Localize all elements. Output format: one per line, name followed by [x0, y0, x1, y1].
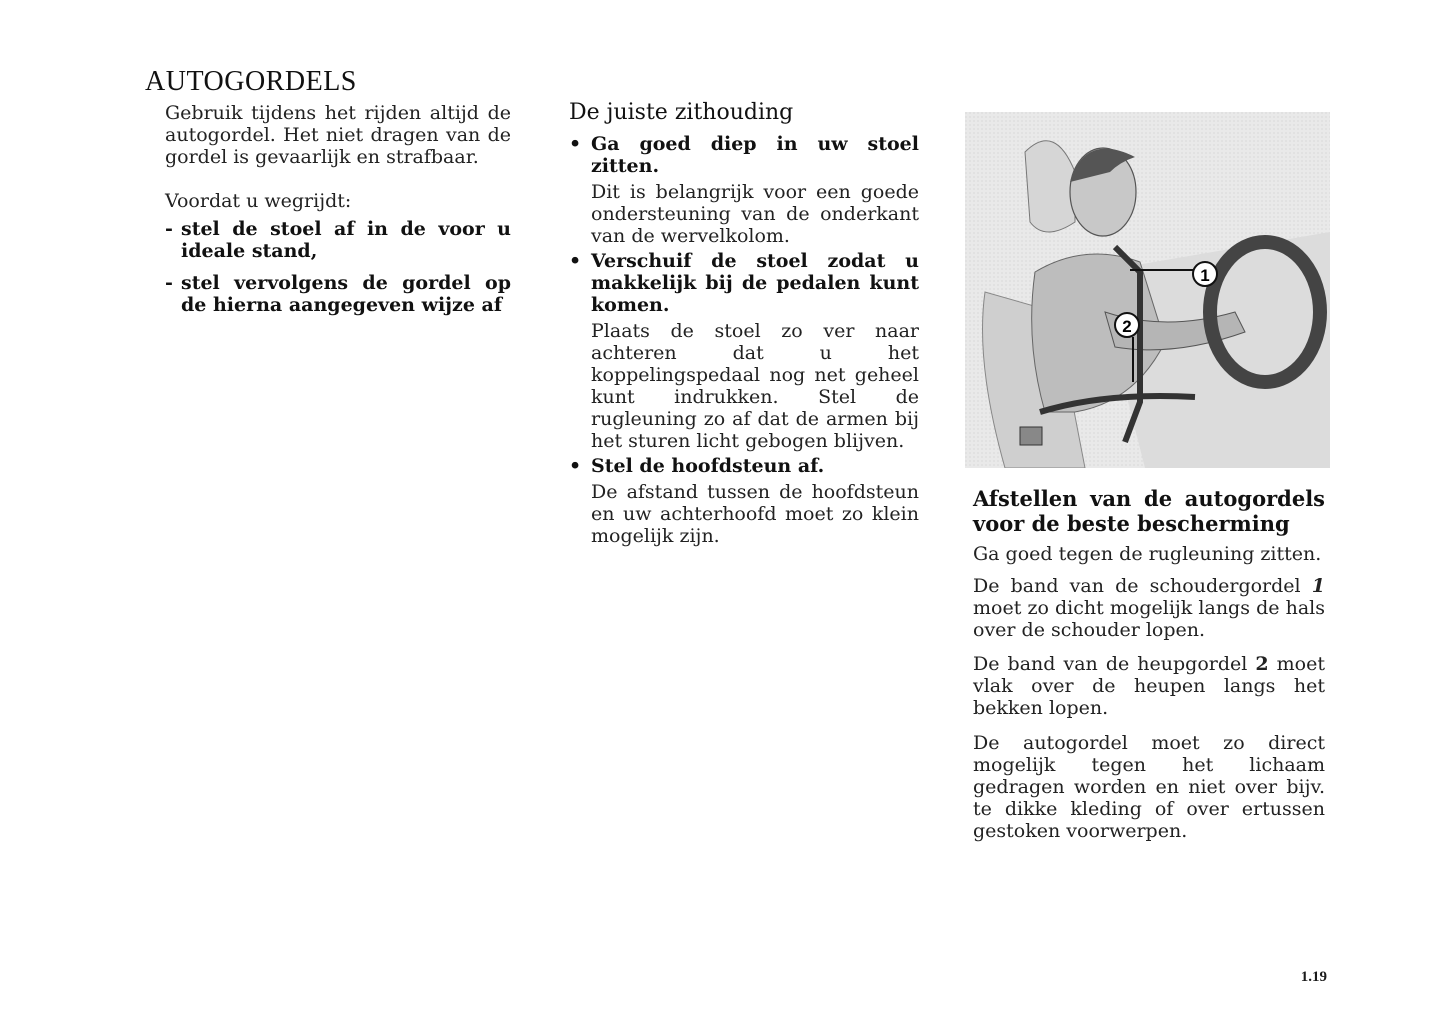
- bullet-block-1: [569, 133, 919, 247]
- bullet-title: • Verschuif de stoel zodat u makkelijk bij de pedalen kunt komen.: [569, 250, 919, 316]
- section-heading-afstellen: Afstellen van de autogordels voor de beste bescherming: [973, 486, 1325, 536]
- right-paragraph-2: De band van de schoudergordel 1 moet zo dicht mogelijk langs de hals over de schouder lopen.: [973, 575, 1325, 641]
- bullet-title: • Ga goed diep in uw stoel zitten.: [569, 133, 919, 177]
- callout-label-1: 1: [1200, 266, 1210, 285]
- before-heading: Voordat u wegrijdt:: [165, 190, 352, 212]
- bullet-title: • Stel de hoofdsteun af.: [569, 455, 825, 477]
- bullet-text: Dit is belangrijk voor een goede ondersteuning van de onderkant van de wervelkolom.: [591, 181, 919, 247]
- list-item: - stel vervolgens de gordel op de hierna aangegeven wijze af: [165, 272, 511, 316]
- right-paragraph-1: Ga goed tegen de rugleuning zitten.: [973, 543, 1322, 565]
- callout-label-2: 2: [1122, 317, 1132, 336]
- bullet-text: Plaats de stoel zo ver naar achteren dat u het koppelingspedaal nog net geheel kunt indrukken. Stel de rugleuning zo af dat de armen bij het sturen licht gebogen blijven.: [591, 320, 919, 452]
- belt-buckle: [1020, 427, 1042, 445]
- seatbelt-illustration: [965, 112, 1330, 468]
- intro-paragraph: Gebruik tijdens het rijden altijd de autogordel. Het niet dragen van de gordel is gevaarlijk en strafbaar.: [165, 102, 511, 168]
- right-paragraph-3: De band van de heupgordel 2 moet vlak over de heupen langs het bekken lopen.: [973, 653, 1325, 719]
- right-paragraph-4: De autogordel moet zo direct mogelijk tegen het lichaam gedragen worden en niet over bijv. te dikke kleding of over ertussen gestoken voorwerpen.: [973, 732, 1325, 842]
- before-list: [165, 218, 511, 316]
- bullet-block-2: [569, 250, 919, 452]
- section-heading-zithouding: De juiste zithouding: [569, 100, 794, 125]
- page-number: 1.19: [1300, 969, 1327, 985]
- bullet-text: De afstand tussen de hoofdsteun en uw achterhoofd moet zo klein mogelijk zijn.: [591, 481, 919, 547]
- list-item: - stel de stoel af in de voor u ideale stand,: [165, 218, 511, 262]
- page-title: AUTOGORDELS: [145, 66, 357, 97]
- bullet-block-3: [569, 455, 919, 547]
